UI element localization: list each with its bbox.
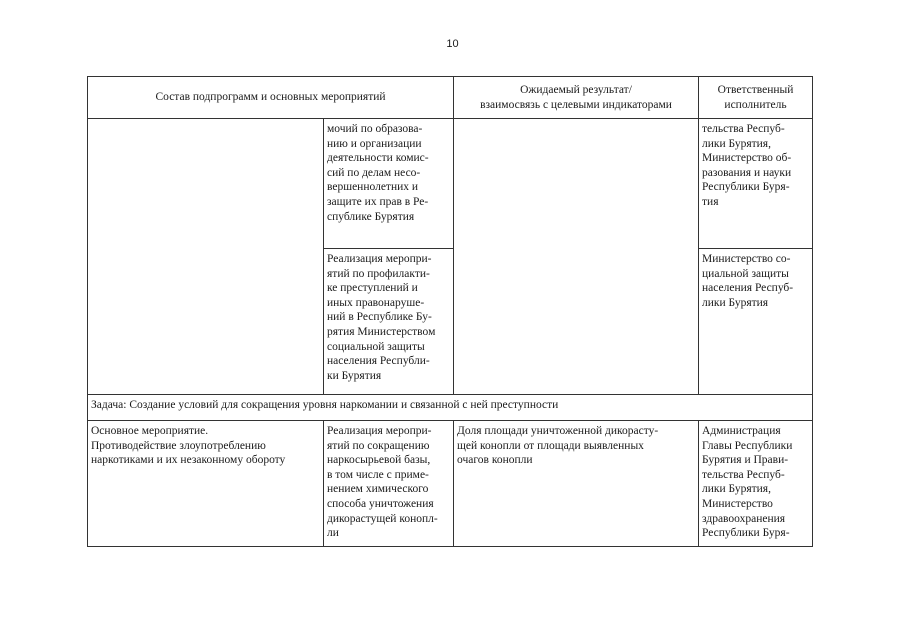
empty-result-cell [454,119,699,395]
text-line: способа уничтожения [327,497,434,510]
text-line: Республики Буря- [702,181,790,194]
text-line: ке преступлений и [327,282,418,295]
text-line: ятий по профилакти- [327,267,430,280]
text-line: Реализация меропри- [327,425,432,437]
text-line: лики Бурятия [702,296,769,309]
text-line: спублике Бурятия [327,210,415,223]
text-line: Министерство со- [702,253,791,265]
responsible-cell [699,249,813,395]
text-line: тельства Респуб- [702,123,785,135]
text-line: рятия Министерством [327,325,436,338]
table-header-row [88,77,813,119]
text-line: Министерство об- [702,152,792,165]
task-text: Задача: Создание условий для сокращения уровня наркомании и связанной с ней преступности [91,399,559,411]
text-line: ятий по сокращению [327,439,430,452]
result-cell [454,421,699,547]
page-number: 10 [446,38,459,50]
text-line: ки Бурятия [327,369,382,382]
table-row [88,421,813,547]
header-expected-result [454,77,699,119]
table-row [88,119,813,249]
text-line: Министерство [702,497,773,510]
header-result-line: взаимосвязь с целевыми индикаторами [480,98,672,111]
text-line: иных правонаруше- [327,296,425,309]
text-line: социальной защиты [327,340,425,353]
text-line: очагов конопли [457,454,533,467]
responsible-cell [699,119,813,249]
text-line: деятельности комис- [327,152,429,165]
header-composition [88,77,454,119]
text-line: вершеннолетних и [327,181,419,194]
text-line: циальной защиты [702,267,789,280]
text-line: Основное мероприятие. [91,425,209,437]
text-line: защите их прав в Ре- [327,195,429,208]
activity-cell [324,119,454,249]
header-responsible-line: исполнитель [724,98,787,111]
text-line: нию и организации [327,137,422,150]
text-line: щей конопли от площади выявленных [457,439,644,452]
header-composition-text: Состав подпрограмм и основных мероприятий [155,91,386,104]
text-line: нением химического [327,483,429,496]
text-line: наркосырьевой базы, [327,454,431,467]
program-table [87,76,813,547]
text-line: Реализация меропри- [327,253,432,265]
text-line: лики Бурятия, [702,483,771,496]
text-line: дикорастущей конопл- [327,512,438,525]
responsible-cell [699,421,813,547]
event-cell [88,421,324,547]
text-line: Администрация [702,425,781,437]
text-line: ли [327,527,339,540]
text-line: сий по делам несо- [327,166,421,179]
text-line: Противодействие злоупотреблению [91,439,266,452]
text-line: Главы Республики [702,439,793,452]
text-line: Республики Буря- [702,527,790,540]
header-result-line: Ожидаемый результат/ [520,83,632,96]
text-line: здравоохранения [702,512,786,525]
text-line: Доля площади уничтоженной дикорасту- [457,425,659,437]
text-line: ний в Республике Бу- [327,311,432,324]
header-responsible-line: Ответственный [717,83,794,96]
text-line: тельства Респуб- [702,468,785,481]
text-line: наркотиками и их незаконному обороту [91,454,286,467]
text-line: лики Бурятия, [702,137,771,150]
text-line: населения Респуб- [702,282,794,295]
activity-cell [324,421,454,547]
text-line: Бурятия и Прави- [702,454,789,467]
task-row [88,395,813,421]
text-line: населения Республи- [327,355,430,368]
activity-cell [324,249,454,395]
header-responsible [699,77,813,119]
text-line: в том числе с приме- [327,468,429,481]
text-line: разования и науки [702,166,792,179]
text-line: тия [702,195,719,208]
task-cell [88,395,813,421]
empty-event-cell [88,119,324,395]
text-line: мочий по образова- [327,123,423,135]
